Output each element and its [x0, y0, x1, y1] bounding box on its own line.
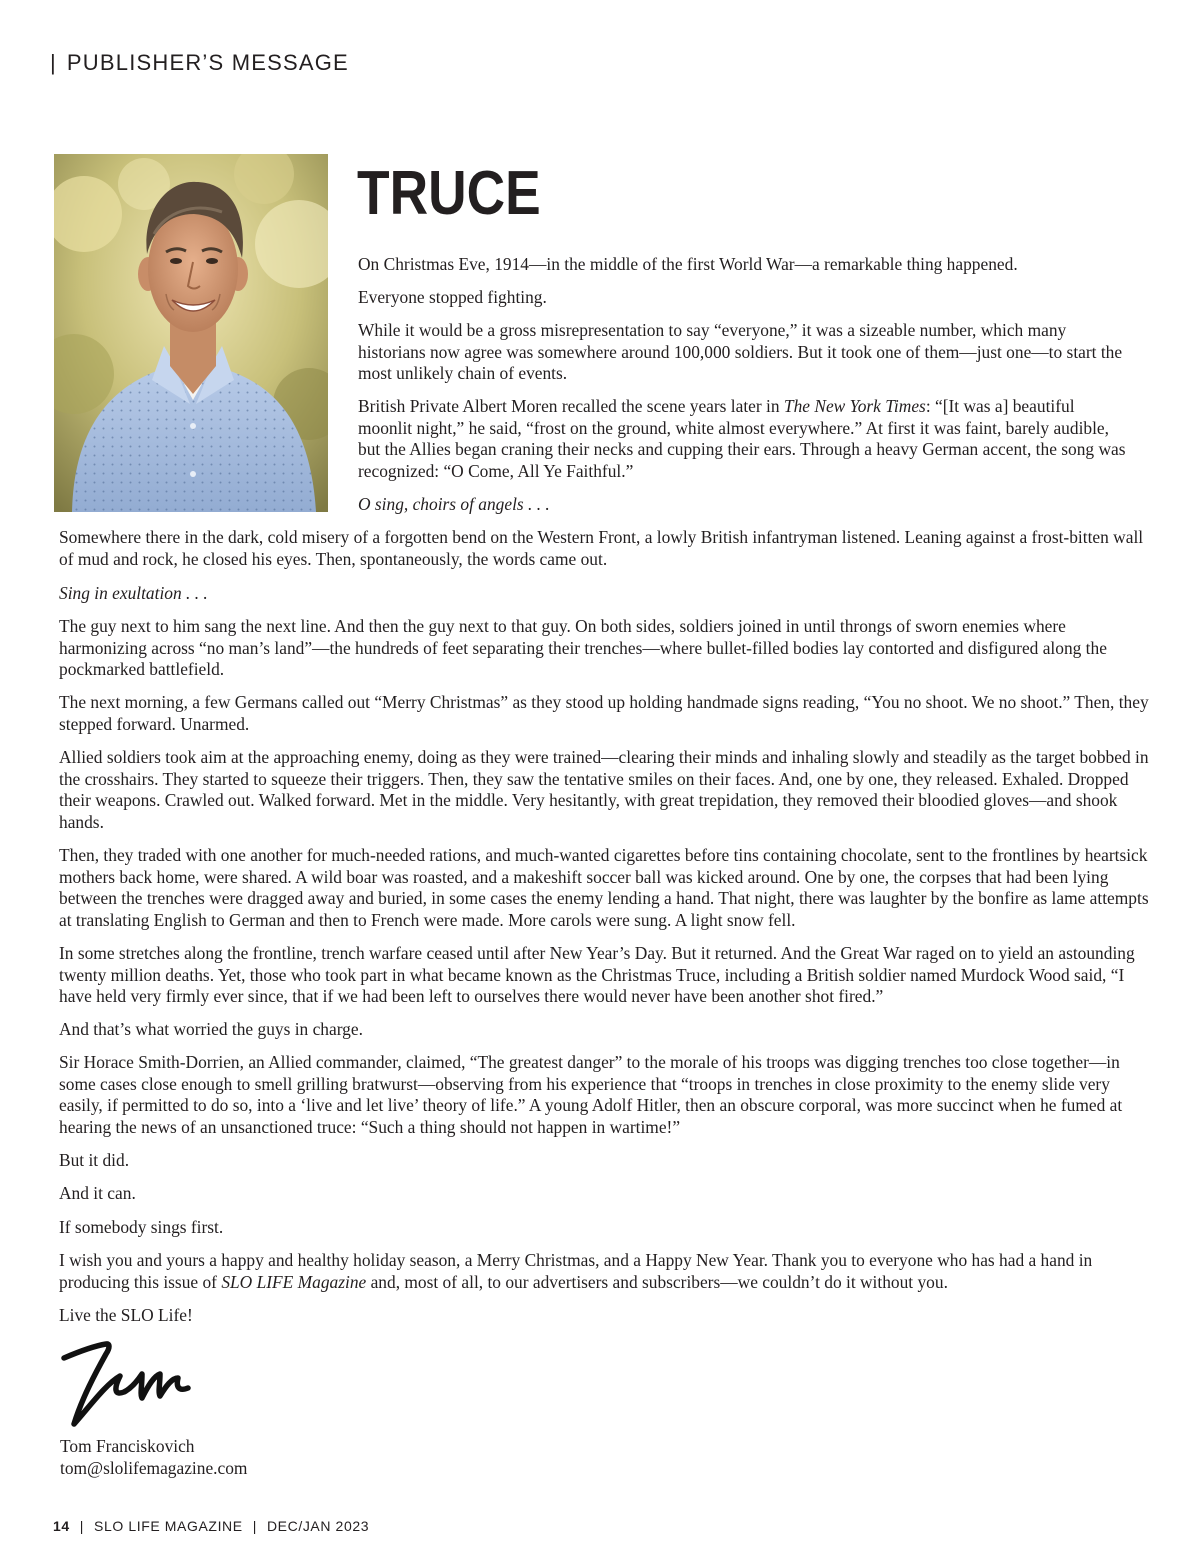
lyric-line: Sing in exultation . . .: [59, 583, 208, 603]
paragraph: Allied soldiers took aim at the approaching enemy, doing as they were trained—clearing their minds and inhaling slowly and steadily as the target bobbed in the crosshairs. They started to squeeze their triggers. Then, they saw the tentative smiles on their faces. And, one by one, they released. Exhaled. Dropped their weapons. Crawled out. Walked forward. Met in the middle. Very hesitantly, with great trepidation, they removed their bloodied gloves—and shook hands.: [59, 747, 1149, 832]
header-divider: |: [50, 50, 57, 75]
paragraph-moren: [358, 396, 1128, 482]
article-title: TRUCE: [357, 159, 541, 228]
page-number: 14: [53, 1518, 70, 1534]
paragraph: In some stretches along the frontline, trench warfare ceased until after New Year’s Day. But it returned. And the Great War raged on to yield an astounding twenty million deaths. Yet, those who took part in what became known as the Christmas Truce, including a British soldier named Murdock Wood said, “I have held very firmly ever since, that if we had been left to ourselves there would never have been another shot fired.”: [59, 943, 1135, 1007]
sign-off: Live the SLO Life!: [59, 1305, 193, 1325]
paragraph: The guy next to him sang the next line. And then the guy next to that guy. On both sides, soldiers joined in until throngs of sworn enemies where harmonizing across “no man’s land”—the hundreds of feet separating their trenches—where bullet-filled bodies lay contorted and disfigured along the pockmarked battlefield.: [59, 616, 1107, 680]
text-run: and, most of all, to our advertisers and subscribers—we couldn’t do it without you.: [366, 1271, 948, 1292]
paragraph: Then, they traded with one another for much-needed rations, and much-wanted cigarettes before tins containing chocolate, sent to the frontlines by heartsick mothers back home, were shared. A wild boar was roasted, and a makeshift soccer ball was kicked around. One by one, the corpses that had been lying between the trenches were dragged away and buried, in some cases the enemy lending a hand. That night, there was laughter by the bonfire as lame attempts at translating English to German and then to French were made. More carols were sung. A light snow fell.: [59, 845, 1149, 930]
footer-divider: |: [252, 1518, 257, 1534]
magazine-name: SLO LIFE MAGAZINE: [94, 1518, 243, 1534]
paragraph: But it did.: [59, 1150, 130, 1170]
issue-date: DEC/JAN 2023: [266, 1518, 370, 1534]
text-run: British Private Albert Moren recalled the scene years later in: [358, 396, 784, 416]
paragraph: And it can.: [59, 1183, 136, 1203]
page-footer: [53, 1518, 369, 1534]
handwritten-signature: [58, 1336, 198, 1432]
paragraph: If somebody sings first.: [59, 1217, 224, 1237]
author-email[interactable]: tom@slolifemagazine.com: [60, 1458, 248, 1478]
paragraph: The next morning, a few Germans called out “Merry Christmas” as they stood up holding handmade signs reading, “You no shoot. We no shoot.” Then, they stepped forward. Unarmed.: [59, 692, 1149, 734]
section-label: PUBLISHER’S MESSAGE: [66, 50, 349, 75]
text-run: I wish you and yours a happy and healthy holiday season, a Merry Christmas, and a Happy New Year. Thank you to everyone who has had a hand in producing this issue of: [59, 1250, 1093, 1292]
publication-name: The New York Times: [783, 396, 926, 416]
text-run: : “[It was a] beautiful moonlit night,” he said, “frost on the ground, white almost everywhere.” At first it was faint, barely audible, but the Allies began craning their necks and cupping their ears. Through a heavy German accent, the song was recognized: “O Come, All Ye Faithful.”: [358, 396, 1126, 481]
paragraph: And that’s what worried the guys in charge.: [59, 1019, 363, 1039]
section-header: [50, 50, 349, 76]
paragraph: Everyone stopped fighting.: [358, 287, 547, 307]
footer-divider: |: [79, 1518, 85, 1534]
author-name: Tom Franciskovich: [60, 1436, 195, 1456]
paragraph: Somewhere there in the dark, cold misery of a forgotten bend on the Western Front, a lowly British infantryman listened. Leaning against a frost-bitten wall of mud and rock, he closed his eyes. Then, spontaneously, the words came out.: [59, 527, 1144, 569]
paragraph: On Christmas Eve, 1914—in the middle of the first World War—a remarkable thing happened.: [358, 254, 1018, 274]
lyric-line: O sing, choirs of angels . . .: [358, 494, 550, 514]
paragraph: Sir Horace Smith-Dorrien, an Allied commander, claimed, “The greatest danger” to the morale of his troops was digging trenches too close together—in some cases close enough to smell grilling bratwurst—observing from his experience that “troops in trenches in close proximity to the enemy slide very easily, if permitted to do so, into a ‘live and let live’ theory of life.” A young Adolf Hitler, then an obscure corporal, was more succinct when he fumed at hearing the news of an unsanctioned truce: “Such a thing should not happen in wartime!”: [59, 1052, 1123, 1137]
magazine-name: SLO LIFE Magazine: [221, 1271, 367, 1292]
paragraph: While it would be a gross misrepresentation to say “everyone,” it was a sizeable number, which many historians now agree was somewhere around 100,000 soldiers. But it took one of them—just one—to start the most unlikely chain of events.: [358, 320, 1123, 384]
paragraph-closing: [59, 1250, 1149, 1293]
author-photo: [54, 154, 328, 512]
